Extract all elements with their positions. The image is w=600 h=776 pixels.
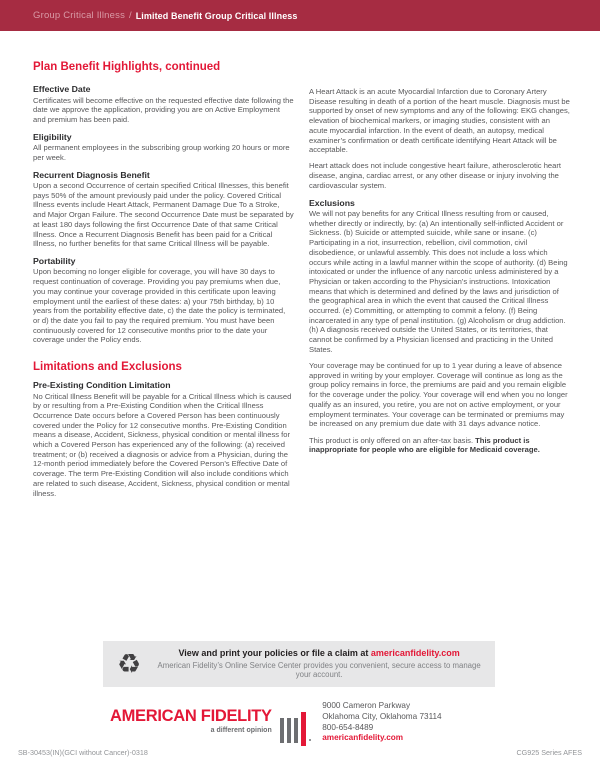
section-body-pre-existing: No Critical Illness Benefit will be payable for a Critical Illness which is caused by or resulting from a Pre-Existing Condition when the Critical Illness Occurrence Date occurs before a Covered Person has been continuously covered under the Policy for 12 consecutive months. Pre-Existing Condition means a disease, Accident, Sickness, physical condition or mental illness for which a Covered Person has experienced any of the following: (a) received treatment; or (b) received a diagnosis or advice from a Physician, during the 12-month period immediately before the Covered Person’s Effective Date of coverage. The term Pre-Existing Condition will also include conditions which are related to such disease, Accident, Sickness, physical condition or mental illness.: [33, 391, 292, 498]
service-website-link[interactable]: americanfidelity.com: [370, 648, 460, 659]
service-box-text: [153, 648, 485, 680]
logo-bar-gray: [294, 718, 299, 743]
section-heading-recurrent-diagnosis: Recurrent Diagnosis Benefit: [33, 169, 150, 180]
section-body-effective-date: Certificates will become effective on the requested effective date following the date we approve the application, providing you are on Active Employment and premium has been paid.: [33, 95, 294, 124]
document-code-row: [0, 748, 600, 757]
service-box-title: [153, 648, 485, 658]
section-body-recurrent-diagnosis: Upon a second Occurrence of certain specified Critical Illnesses, this benefit pays 50% of the amount previously paid under the policy. Covered Critical Illness events include Heart Attack, Permanent Damage Due To a Stroke, and Major Organ Failure. The second Occurrence Date must be separated by at least 180 days following the first Occurrence Date of that same Critical Illness. Once a Recurrent Diagnosis Benefit has been paid for a Critical Illness, no further benefits for that same Critical Illness will be payable.: [33, 181, 294, 249]
two-column-body: [0, 31, 600, 505]
logo-bar-red: [301, 712, 307, 746]
section-body-exclusions: We will not pay benefits for any Critical Illness resulting from or caused, whether directly or indirectly, by: (a) An intentionally self-inflicted Accident or Sickness. (b) Suicide or attempted suicide, while sane or insane. (c) Participating in a riot, insurrection, rebellion, civil commotion, civil disobedience, or unlawful assembly. This does not include a loss which occurs while acting in a lawful manner within the scope of authority. (d) Being intoxicated or under the influence of any narcotic unless administered by a Physician or taken according to the Physician’s instructions. Intoxication means that which is determined and defined by the laws and jurisdiction of the geographical area in which the event that caused the Critical Illness occurred. (e) Committing, or attempting to commit a felony. (f) Being incarcerated in any type of penal institution. (g) Alcoholism or drug addiction. (h) A diagnosis received outside the United States, or its territories, that cannot be confirmed by a Physician licensed and practicing in the United States.: [309, 209, 568, 354]
section-heading-portability: Portability: [33, 255, 76, 266]
after-tax-normal-text: This product is only offered on an after-tax basis.: [309, 435, 476, 445]
limitations-exclusions-title: Limitations and Exclusions: [33, 361, 182, 374]
logo-bars-icon: [280, 701, 307, 743]
address-street: 9000 Cameron Parkway: [322, 701, 411, 710]
breadcrumb-product-family: Group Critical Illness: [33, 10, 126, 21]
after-tax-paragraph: [309, 436, 570, 455]
address-website-link[interactable]: americanfidelity.com: [322, 733, 404, 743]
recycle-icon: ♻: [117, 648, 142, 679]
section-heading-eligibility: Eligibility: [33, 131, 72, 142]
service-box-subtitle: American Fidelity’s Online Service Center provides you convenient, secure access to manage your account.: [157, 660, 481, 680]
online-service-center-box: [103, 641, 495, 687]
section-heading-effective-date: Effective Date: [33, 84, 91, 94]
heart-attack-exclusion-paragraph: Heart attack does not include congestive heart failure, atherosclerotic heart disease, angina, cardiac arrest, or any other disease or injury involving the cardiovascular system.: [309, 161, 561, 190]
page-title: Plan Benefit Highlights, continued: [33, 61, 221, 73]
address-city: Oklahoma City, Oklahoma 73114: [322, 711, 442, 721]
top-banner: [0, 0, 600, 31]
left-column: [33, 61, 294, 505]
section-body-eligibility: All permanent employees in the subscribing group working 20 hours or more per week.: [33, 143, 290, 162]
company-logo-wordmark: AMERICAN FIDELITY: [110, 707, 272, 725]
company-footer: [0, 701, 600, 744]
section-body-portability: Upon becoming no longer eligible for coverage, you will have 30 days to request continuation of coverage. Providing you pay premiums when due, you may continue your coverage provided in this certificate upon leaving employment until the earliest of these dates: a) your 75th birthday, b) 10 years from the portability effective date, c) the date the policy is terminated, or d) the date you fail to pay the required premium. You must have been continuously covered for 12 consecutive months prior to the date your coverage under the Policy ends.: [33, 267, 286, 345]
section-heading-pre-existing: Pre-Existing Condition Limitation: [33, 380, 171, 391]
section-heading-exclusions: Exclusions: [309, 197, 355, 208]
right-column: [309, 61, 570, 461]
breadcrumb-product-name: Limited Benefit Group Critical Illness: [135, 10, 298, 21]
service-title-prefix: View and print your policies or file a claim at: [178, 648, 371, 659]
company-address: [322, 701, 441, 744]
logo-bar-gray: [287, 718, 292, 743]
series-code: CG925 Series AFES: [516, 748, 582, 757]
medicaid-warning-bold-text: This product is inappropriate for people who are eligible for Medicaid coverage.: [309, 435, 540, 455]
leave-of-absence-paragraph: Your coverage may be continued for up to 1 year during a leave of absence approved in writing by your employer. Coverage will continue as long as the group policy remains in force, the premiums are paid and you remain eligible for the coverage under the policy. Your coverage will end when you no longer qualify as an insured, you retire, you are not on active employment, or your employment terminates. Your coverage can be terminated or premiums may be increased on any premium due date with 31 days advance notice.: [309, 361, 568, 429]
heart-attack-definition-paragraph: A Heart Attack is an acute Myocardial Infarction due to Coronary Artery Disease resulting in death of a portion of the heart muscle. Diagnosis must be supported by onset of new symptoms and any of the following: EKG changes, elevation of biochemical markers, or imaging studies, consistent with an acute myocardial infarction. In the event of death, an autopsy, medical examiner’s confirmation or death certificate identifying Heart Attack will be acceptable.: [309, 87, 570, 155]
breadcrumb-separator: /: [129, 10, 132, 21]
address-phone: 800-654-8489: [322, 722, 374, 732]
company-logo-tagline: a different opinion: [210, 727, 272, 734]
company-logo: [110, 701, 272, 734]
logo-bar-gray: [280, 718, 285, 743]
form-number: SB-30453(IN)(GCI without Cancer)-0318: [18, 748, 148, 757]
trademark-mark: [309, 739, 312, 742]
